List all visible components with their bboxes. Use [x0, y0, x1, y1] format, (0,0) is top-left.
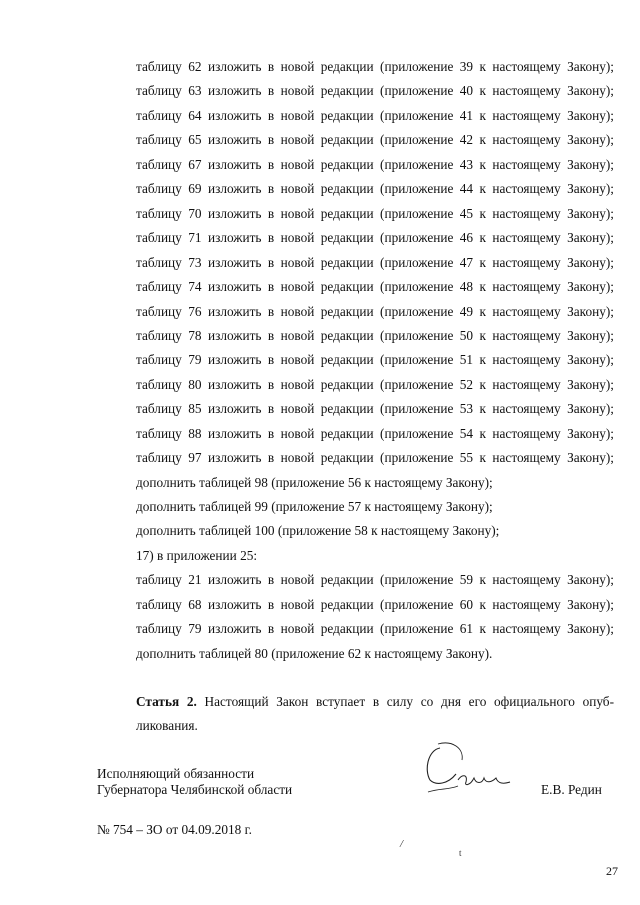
amendment-line: таблицу 74 изложить в новой редакции (приложение 48 к настоящему Закону);	[136, 279, 614, 294]
amendment-line: таблицу 70 изложить в новой редакции (приложение 45 к настоящему Закону);	[136, 206, 614, 221]
article-paragraph	[136, 694, 614, 710]
signatory-name: Е.В. Редин	[541, 782, 602, 797]
amendment-line: таблицу 64 изложить в новой редакции (приложение 41 к настоящему Закону);	[136, 108, 614, 123]
amendment-line: дополнить таблицей 98 (приложение 56 к настоящему Закону);	[136, 475, 493, 490]
amendment-line: таблицу 62 изложить в новой редакции (приложение 39 к настоящему Закону);	[136, 59, 614, 74]
amendment-line: таблицу 79 изложить в новой редакции (приложение 61 к настоящему Закону);	[136, 621, 614, 636]
amendment-line: таблицу 80 изложить в новой редакции (приложение 52 к настоящему Закону);	[136, 377, 614, 392]
amendment-line: 17) в приложении 25:	[136, 548, 258, 563]
document-number: № 754 – ЗО от 04.09.2018 г.	[97, 822, 252, 837]
amendment-line: таблицу 79 изложить в новой редакции (приложение 51 к настоящему Закону);	[136, 352, 614, 367]
amendment-line: таблицу 97 изложить в новой редакции (приложение 55 к настоящему Закону);	[136, 450, 614, 465]
amendment-line: дополнить таблицей 99 (приложение 57 к настоящему Закону);	[136, 499, 493, 514]
amendment-line: таблицу 68 изложить в новой редакции (приложение 60 к настоящему Закону);	[136, 597, 614, 612]
signatory-title-line1: Исполняющий обязанности	[97, 766, 255, 781]
amendment-line: таблицу 71 изложить в новой редакции (приложение 46 к настоящему Закону);	[136, 230, 614, 245]
amendment-line: таблицу 73 изложить в новой редакции (приложение 47 к настоящему Закону);	[136, 255, 614, 270]
article-label: Статья 2.	[136, 694, 197, 709]
amendment-line: таблицу 65 изложить в новой редакции (приложение 42 к настоящему Закону);	[136, 132, 614, 147]
amendment-line: дополнить таблицей 100 (приложение 58 к настоящему Закону);	[136, 523, 500, 538]
amendment-line: таблицу 88 изложить в новой редакции (приложение 54 к настоящему Закону);	[136, 426, 614, 441]
amendment-line: дополнить таблицей 80 (приложение 62 к настоящему Закону).	[136, 646, 493, 661]
amendment-line: таблицу 67 изложить в новой редакции (приложение 43 к настоящему Закону);	[136, 157, 614, 172]
amendment-line: таблицу 85 изложить в новой редакции (приложение 53 к настоящему Закону);	[136, 401, 614, 416]
signatory-title-line2: Губернатора Челябинской области	[97, 782, 293, 797]
amendment-line: таблицу 63 изложить в новой редакции (приложение 40 к настоящему Закону);	[136, 83, 614, 98]
amendment-line: таблицу 76 изложить в новой редакции (приложение 49 к настоящему Закону);	[136, 304, 614, 319]
handwritten-signature	[418, 740, 518, 800]
scan-mark: t	[459, 848, 462, 858]
amendment-line: таблицу 69 изложить в новой редакции (приложение 44 к настоящему Закону);	[136, 181, 614, 196]
page-number: 27	[606, 864, 618, 878]
article-text-line1: Настоящий Закон вступает в силу со дня его официального опуб-	[204, 694, 614, 709]
amendment-line: таблицу 21 изложить в новой редакции (приложение 59 к настоящему Закону);	[136, 572, 614, 587]
scan-mark: /	[400, 838, 404, 850]
amendment-line: таблицу 78 изложить в новой редакции (приложение 50 к настоящему Закону);	[136, 328, 614, 343]
article-text-line2: ликования.	[136, 718, 198, 733]
